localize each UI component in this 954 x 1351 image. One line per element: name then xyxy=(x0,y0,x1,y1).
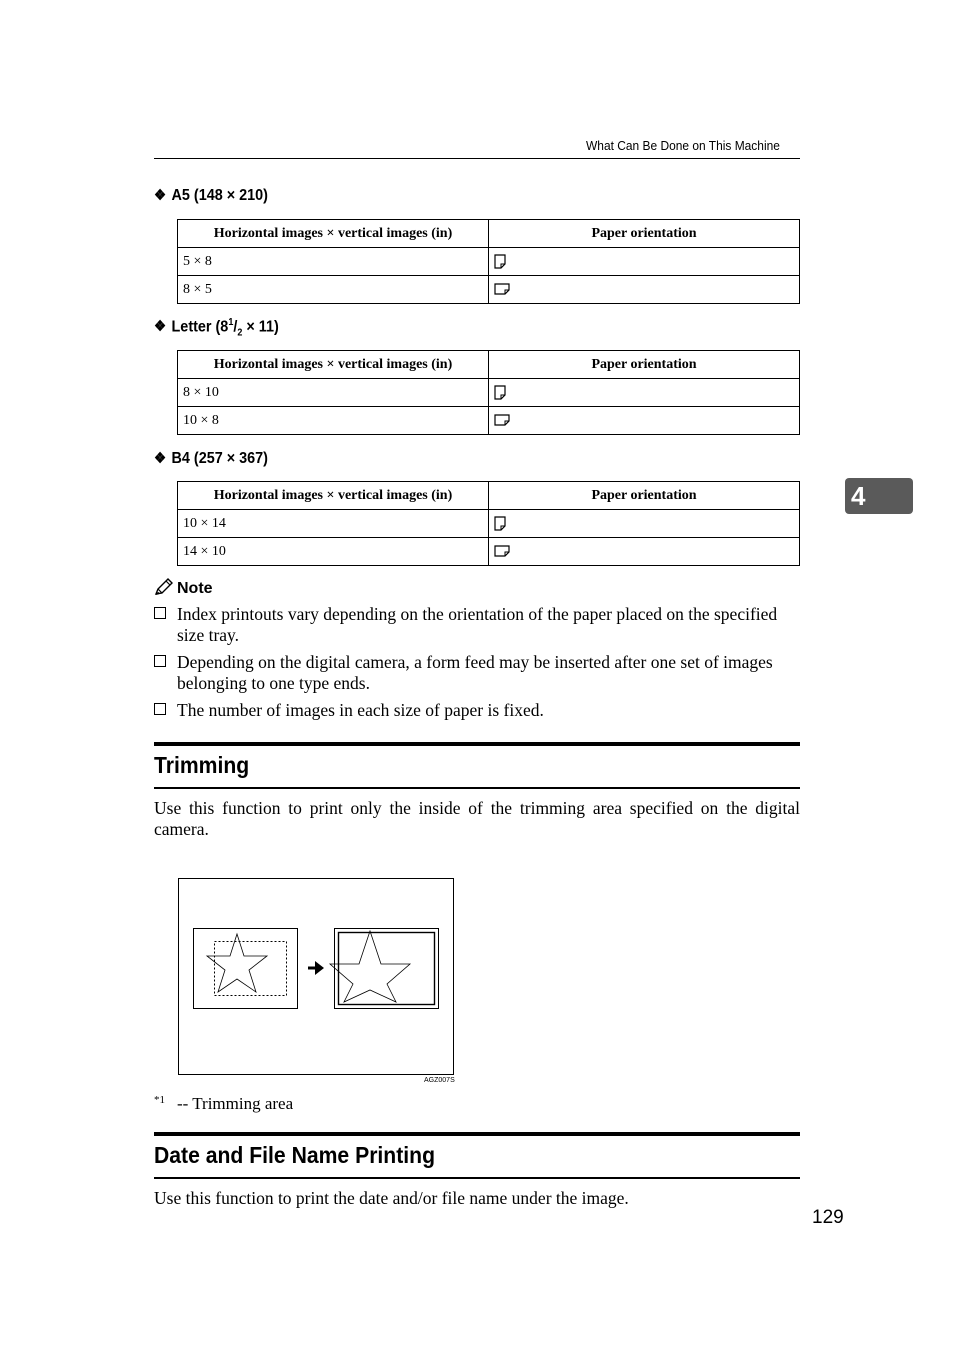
portrait-paper-icon xyxy=(494,516,506,531)
landscape-paper-icon xyxy=(494,414,510,426)
table-a5 xyxy=(177,219,800,304)
table-header-row xyxy=(178,220,800,248)
section-rule-bottom xyxy=(154,1177,800,1179)
column-header: Paper orientation xyxy=(489,220,800,248)
trimming-illustration xyxy=(178,878,454,1076)
orientation-cell xyxy=(489,379,800,407)
diamond-bullet-icon: ❖ xyxy=(154,187,167,204)
section-rule-bottom xyxy=(154,787,800,789)
diamond-bullet-icon: ❖ xyxy=(154,318,167,336)
size-cell: 10 × 14 xyxy=(178,510,489,538)
column-header: Paper orientation xyxy=(489,482,800,510)
column-header: Paper orientation xyxy=(489,351,800,379)
size-cell: 10 × 8 xyxy=(178,407,489,435)
orientation-cell xyxy=(489,407,800,435)
section-heading-a5: ❖ A5 (148 × 210) xyxy=(154,187,268,204)
section-title-trimming: Trimming xyxy=(154,752,250,778)
trimming-description: Use this function to print only the inside of the trimming area specified on the digital camera. xyxy=(154,798,800,839)
table-row xyxy=(178,276,800,304)
column-header: Horizontal images × vertical images (in) xyxy=(178,482,489,510)
note-item: Depending on the digital camera, a form feed may be inserted after one set of images belonging to one type ends. xyxy=(154,652,800,694)
size-cell: 5 × 8 xyxy=(178,248,489,276)
orientation-cell xyxy=(489,248,800,276)
diamond-bullet-icon: ❖ xyxy=(154,450,167,467)
column-header: Horizontal images × vertical images (in) xyxy=(178,351,489,379)
column-header: Horizontal images × vertical images (in) xyxy=(178,220,489,248)
checkbox-bullet-icon xyxy=(154,607,166,619)
portrait-paper-icon xyxy=(494,254,506,269)
size-cell: 8 × 10 xyxy=(178,379,489,407)
figure-code: AGZ007S xyxy=(424,1077,455,1084)
table-row xyxy=(178,248,800,276)
page-number: 129 xyxy=(812,1207,844,1228)
checkbox-bullet-icon xyxy=(154,655,166,667)
pencil-note-icon xyxy=(154,578,174,596)
section-rule-top xyxy=(154,742,800,746)
note-item: Index printouts vary depending on the orientation of the paper placed on the specified size tray. xyxy=(154,604,800,646)
header-rule xyxy=(154,158,800,159)
landscape-paper-icon xyxy=(494,545,510,557)
table-row xyxy=(178,510,800,538)
orientation-cell xyxy=(489,538,800,566)
note-item: The number of images in each size of paper is fixed. xyxy=(154,700,800,721)
note-title: Note xyxy=(177,580,213,597)
checkbox-bullet-icon xyxy=(154,703,166,715)
table-b4 xyxy=(177,481,800,566)
table-row xyxy=(178,379,800,407)
footnote-mark: *1 xyxy=(154,1094,165,1106)
section-title-date-printing: Date and File Name Printing xyxy=(154,1142,436,1168)
table-row xyxy=(178,407,800,435)
landscape-paper-icon xyxy=(494,283,510,295)
size-cell: 8 × 5 xyxy=(178,276,489,304)
table-header-row xyxy=(178,482,800,510)
section-heading-b4: ❖ B4 (257 × 367) xyxy=(154,450,268,467)
size-cell: 14 × 10 xyxy=(178,538,489,566)
portrait-paper-icon xyxy=(494,385,506,400)
table-letter xyxy=(177,350,800,435)
section-heading-letter: ❖ Letter $(8^1/_2 \times 11)$ xyxy=(154,317,279,339)
orientation-cell xyxy=(489,510,800,538)
table-header-row xyxy=(178,351,800,379)
orientation-cell xyxy=(489,276,800,304)
section-rule-top xyxy=(154,1132,800,1136)
chapter-tab: 4 xyxy=(845,478,913,514)
table-row xyxy=(178,538,800,566)
running-header: What Can Be Done on This Machine xyxy=(586,138,780,153)
footnote-text: -- Trimming area xyxy=(177,1094,294,1113)
date-printing-description: Use this function to print the date and/or file name under the image. xyxy=(154,1188,629,1208)
